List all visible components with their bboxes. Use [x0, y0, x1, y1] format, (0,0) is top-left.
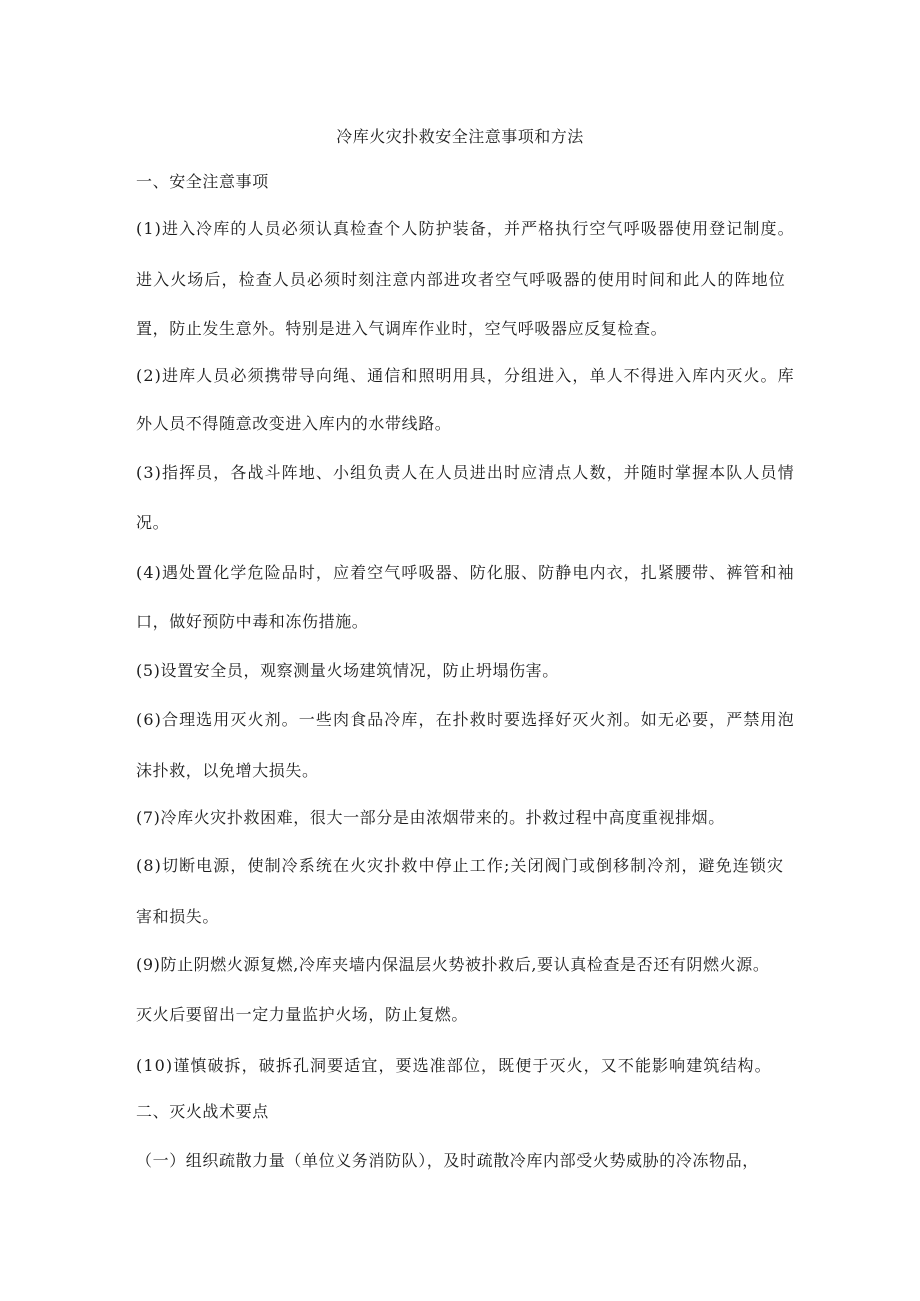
paragraph-line: (7)冷库火灾扑救困难，很大一部分是由浓烟带来的。扑救过程中高度重视排烟。	[136, 808, 725, 827]
section-heading-tactics: 二、灭火战术要点	[136, 1102, 269, 1121]
document-title: 冷库火灾扑救安全注意事项和方法	[336, 127, 584, 146]
section-heading-safety: 一、安全注意事项	[136, 172, 269, 191]
paragraph-line: (2)进库人员必须携带导向绳、通信和照明用具，分组进入，单人不得进入库内灭火。库	[136, 366, 795, 385]
paragraph-line: (9)防止阴燃火源复燃,冷库夹墙内保温层火势被扑救后,要认真检查是否还有阴燃火源。	[136, 955, 770, 974]
paragraph-line: 进入火场后，检查人员必须时刻注意内部进攻者空气呼吸器的使用时间和此人的阵地位	[136, 270, 786, 289]
paragraph-line: (1)进入冷库的人员必须认真检查个人防护装备，并严格执行空气呼吸器使用登记制度。	[136, 219, 795, 238]
paragraph-line: 沫扑救，以免增大损失。	[136, 761, 319, 780]
paragraph-line: (6)合理选用灭火剂。一些肉食品冷库，在扑救时要选择好灭火剂。如无必要，严禁用泡	[136, 710, 795, 729]
paragraph-line: (4)遇处置化学危险品时，应着空气呼吸器、防化服、防静电内衣，扎紧腰带、裤管和袖	[136, 563, 795, 582]
paragraph-line: (3)指挥员，各战斗阵地、小组负责人在人员进出时应清点人数，并随时掌握本队人员情	[136, 463, 795, 482]
paragraph-line: 口，做好预防中毒和冻伤措施。	[136, 612, 369, 631]
paragraph-line: (10)谨慎破拆，破拆孔洞要适宜，要选准部位，既便于灭火，又不能影响建筑结构。	[136, 1056, 772, 1075]
paragraph-line: (5)设置安全员，观察测量火场建筑情况，防止坍塌伤害。	[136, 661, 559, 680]
paragraph-line: (8)切断电源，使制冷系统在火灾扑救中停止工作;关闭阀门或倒移制冷剂，避免连锁灾	[136, 856, 785, 875]
paragraph-line: 灭火后要留出一定力量监护火场，防止复燃。	[136, 1005, 469, 1024]
paragraph-line: 外人员不得随意改变进入库内的水带线路。	[136, 414, 452, 433]
paragraph-line: 置，防止发生意外。特别是进入气调库作业时，空气呼吸器应反复检查。	[136, 319, 668, 338]
paragraph-line: （一）组织疏散力量（单位义务消防队），及时疏散冷库内部受火势威胁的冷冻物品，	[136, 1151, 759, 1170]
paragraph-line: 害和损失。	[136, 907, 220, 926]
paragraph-line: 况。	[136, 513, 170, 532]
